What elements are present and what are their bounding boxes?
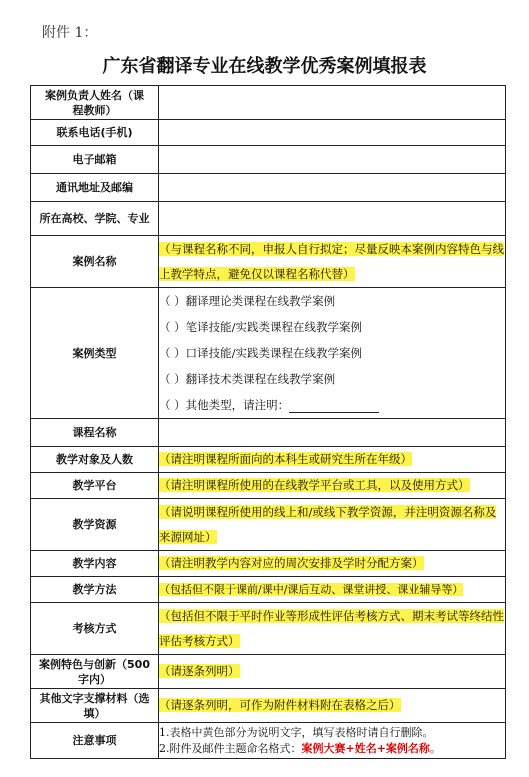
case-type-option[interactable]: （ ）翻译理论类课程在线教学案例 <box>159 294 336 308</box>
case-type-option[interactable]: （ ）口译技能/实践类课程在线教学案例 <box>159 346 363 360</box>
case-name-field[interactable] <box>159 236 506 288</box>
support-label: 其他文字支撑材料（选填） <box>31 689 159 723</box>
table-row <box>31 202 506 236</box>
email-label: 电子邮箱 <box>31 146 159 174</box>
table-row <box>31 447 506 473</box>
assessment-label: 考核方式 <box>31 603 159 655</box>
address-field[interactable] <box>159 174 506 202</box>
table-row <box>31 473 506 499</box>
course-name-field[interactable] <box>159 419 506 447</box>
school-label: 所在高校、学院、专业 <box>31 202 159 236</box>
note-item-2 <box>159 741 505 757</box>
table-row <box>31 723 506 759</box>
note-2-suffix: 。 <box>429 741 441 755</box>
other-type-blank[interactable] <box>289 400 379 413</box>
case-name-label: 案例名称 <box>31 236 159 288</box>
features-label: 案例特色与创新（500 字内） <box>31 655 159 689</box>
table-row <box>31 86 506 120</box>
platform-hint: （请注明课程所使用的在线教学平台或工具，以及使用方式） <box>159 478 470 492</box>
content-label: 教学内容 <box>31 551 159 577</box>
method-field[interactable] <box>159 577 506 603</box>
resources-label: 教学资源 <box>31 499 159 551</box>
features-field[interactable] <box>159 655 506 689</box>
course-name-label: 课程名称 <box>31 419 159 447</box>
note-2-prefix: 2.附件及邮件主题命名格式： <box>159 741 302 755</box>
support-hint: （请逐条列明，可作为附件材料附在表格之后） <box>159 698 401 712</box>
case-type-other-label: （ ）其他类型，请注明： <box>159 398 290 412</box>
assessment-field[interactable] <box>159 603 506 655</box>
assessment-hint: （包括但不限于平时作业等形成性评估考核方式、期末考试等终结性评估考核方式） <box>159 608 504 648</box>
phone-label: 联系电话(手机) <box>31 120 159 146</box>
leader-label: 案例负责人姓名（课程教师） <box>31 86 159 120</box>
application-form-table <box>30 85 506 759</box>
case-type-option[interactable]: （ ）笔译技能/实践类课程在线教学案例 <box>159 320 363 334</box>
address-label: 通讯地址及邮编 <box>31 174 159 202</box>
resources-field[interactable] <box>159 499 506 551</box>
platform-field[interactable] <box>159 473 506 499</box>
table-row <box>31 603 506 655</box>
case-type-field[interactable] <box>159 288 506 419</box>
features-hint: （请逐条列明） <box>159 664 240 678</box>
attachment-label: 附件 1： <box>42 25 98 41</box>
audience-label: 教学对象及人数 <box>31 447 159 473</box>
audience-field[interactable] <box>159 447 506 473</box>
case-type-option-other[interactable] <box>159 392 505 418</box>
table-row <box>31 577 506 603</box>
leader-field[interactable] <box>159 86 506 120</box>
resources-hint: （请说明课程所使用的线上和/或线下教学资源，并注明资源名称及来源网址） <box>159 504 497 544</box>
phone-field[interactable] <box>159 120 506 146</box>
table-row <box>31 288 506 419</box>
table-row <box>31 655 506 689</box>
content-field[interactable] <box>159 551 506 577</box>
form-title: 广东省翻译专业在线教学优秀案例填报表 <box>102 56 427 77</box>
table-row <box>31 551 506 577</box>
notes-content <box>159 723 506 759</box>
case-name-hint: （与课程名称不同，申报人自行拟定；尽量反映本案例内容特色与线上教学特点，避免仅以课程名称代替） <box>159 241 504 281</box>
method-label: 教学方法 <box>31 577 159 603</box>
case-type-option[interactable]: （ ）翻译技术类课程在线教学案例 <box>159 372 336 386</box>
table-row <box>31 236 506 288</box>
table-row <box>31 419 506 447</box>
table-row <box>31 689 506 723</box>
table-row <box>31 146 506 174</box>
table-row <box>31 174 506 202</box>
support-field[interactable] <box>159 689 506 723</box>
platform-label: 教学平台 <box>31 473 159 499</box>
audience-hint: （请注明课程所面向的本科生或研究生所在年级） <box>159 452 412 466</box>
case-type-label: 案例类型 <box>31 288 159 419</box>
naming-format: 案例大赛+姓名+案例名称 <box>301 741 430 755</box>
method-hint: （包括但不限于课前/课中/课后互动、课堂讲授、课业辅导等） <box>159 583 464 596</box>
table-row <box>31 120 506 146</box>
notes-label: 注意事项 <box>31 723 159 759</box>
note-item-1: 1.表格中黄色部分为说明文字，填写表格时请自行删除。 <box>159 725 434 739</box>
email-field[interactable] <box>159 146 506 174</box>
content-hint: （请注明教学内容对应的周次安排及学时分配方案） <box>159 556 424 570</box>
table-row <box>31 499 506 551</box>
school-field[interactable] <box>159 202 506 236</box>
